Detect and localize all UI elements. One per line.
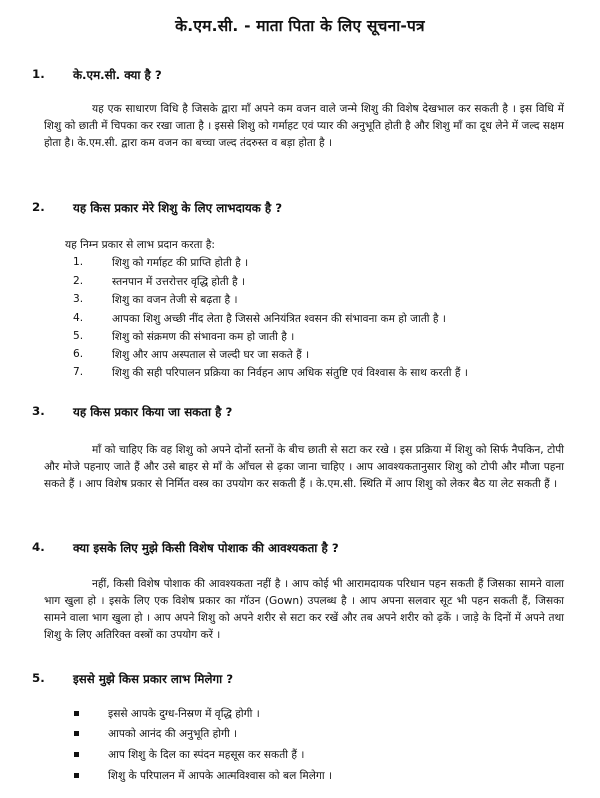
- list-item-text: शिशु को गर्माहट की प्राप्ति होती है ।: [112, 257, 249, 269]
- section-1-paragraph: यह एक साधारण विधि है जिसके द्वारा माँ अपने कम वजन वाले जन्मे शिशु की विशेष देखभाल कर सकती है । इस विधि में शिशु को छाती में चिपका कर रखा जाता है । इससे शिशु को गर्माहट एवं प्यार की अनुभूति होती है और शिशु माँ का दूध लेने में जल्द सक्षम होता है। के.एम.सी. द्वारा कम वजन का बच्चा जल्द तंदरुस्त व बड़ा होता है ।: [44, 103, 564, 149]
- section-number: 2.: [32, 200, 45, 214]
- list-item-number: 4.: [73, 312, 84, 324]
- list-item-text: स्तनपान में उत्तरोत्तर वृद्धि होती है ।: [112, 276, 245, 288]
- section-number: 3.: [32, 404, 45, 418]
- bullet-text: आप शिशु के दिल का स्पंदन महसूस कर सकती हैं ।: [108, 749, 305, 761]
- list-item-number: 3.: [73, 293, 84, 305]
- square-bullet-icon: [74, 731, 79, 736]
- section-2-intro: यह निम्न प्रकार से लाभ प्रदान करता है:: [65, 239, 215, 251]
- list-item-text: शिशु और आप अस्पताल से जल्दी घर जा सकते हैं ।: [112, 349, 310, 361]
- list-item-number: 5.: [73, 330, 84, 342]
- section-title: यह किस प्रकार मेरे शिशु के लिए लाभदायक है ?: [73, 201, 283, 215]
- square-bullet-icon: [74, 711, 79, 716]
- section-4-paragraph: नहीं, किसी विशेष पोशाक की आवश्यकता नहीं है । आप कोई भी आरामदायक परिधान पहन सकती हैं जिसका सामने वाला भाग खुला हो । इसके लिए एक विशेष प्रकार का गॉउन (Gown) उपलब्ध है । आप अपना सलवार सूट भी पहन सकती हैं, जिसका सामने वाला भाग खुला हो । आप अपने शिशु को अपने शरीर से सटा कर रखें और तब अपने शरीर को ढ़कें । जाड़े के दिनों में अपने तथा शिशु के लिए अतिरिक्त वस्त्रों का उपयोग करें ।: [44, 578, 564, 641]
- square-bullet-icon: [74, 773, 79, 778]
- square-bullet-icon: [74, 752, 79, 757]
- bullet-text: इससे आपके दुग्ध-निस्रण में वृद्धि होगी ।: [108, 708, 260, 720]
- section-number: 4.: [32, 540, 45, 554]
- section-number: 1.: [32, 67, 45, 81]
- section-title: क्या इसके लिए मुझे किसी विशेष पोशाक की आवश्यकता है ?: [73, 541, 339, 555]
- list-item-text: आपका शिशु अच्छी नींद लेता है जिससे अनियंत्रित श्वसन की संभावना कम हो जाती है ।: [112, 313, 446, 325]
- list-item-text: शिशु की सही परिपालन प्रक्रिया का निर्वहन आप अधिक संतुष्टि एवं विश्वास के साथ करती हैं ।: [112, 367, 468, 379]
- bullet-text: शिशु के परिपालन में आपके आत्मविश्वास को बल मिलेगा ।: [108, 770, 332, 782]
- section-number: 5.: [32, 671, 45, 685]
- list-item-number: 6.: [73, 348, 84, 360]
- list-item-number: 1.: [73, 256, 84, 268]
- list-item-number: 2.: [73, 275, 84, 287]
- section-title: के.एम.सी. क्या है ?: [73, 68, 162, 82]
- section-title: इससे मुझे किस प्रकार लाभ मिलेगा ?: [73, 672, 234, 686]
- bullet-text: आपको आनंद की अनुभूति होगी ।: [108, 728, 238, 740]
- section-3-paragraph: माँ को चाहिए कि वह शिशु को अपने दोनों स्तनों के बीच छाती से सटा कर रखे । इस प्रक्रिया में शिशु को सिर्फ नैपकिन, टोपी और मोजे पहनाए जाते हैं और उसे बाहर से माँ के आँचल से ढ़का जाना चाहिए । आप आवश्यकतानुसार शिशु को टोपी और मौजा पहना सकते हैं । आप विशेष प्रकार से निर्मित वस्त्र का उपयोग कर सकती हैं । के.एम.सी. स्थिति में आप शिशु को लेकर बैठ या लेट सकती हैं ।: [44, 444, 564, 490]
- section-title: यह किस प्रकार किया जा सकता है ?: [73, 405, 233, 419]
- list-item-text: शिशु को संक्रमण की संभावना कम हो जाती है ।: [112, 331, 295, 343]
- list-item-number: 7.: [73, 366, 84, 378]
- page-title: के.एम.सी. - माता पिता के लिए सूचना-पत्र: [175, 17, 425, 35]
- list-item-text: शिशु का वजन तेजी से बढ़ता है ।: [112, 294, 238, 306]
